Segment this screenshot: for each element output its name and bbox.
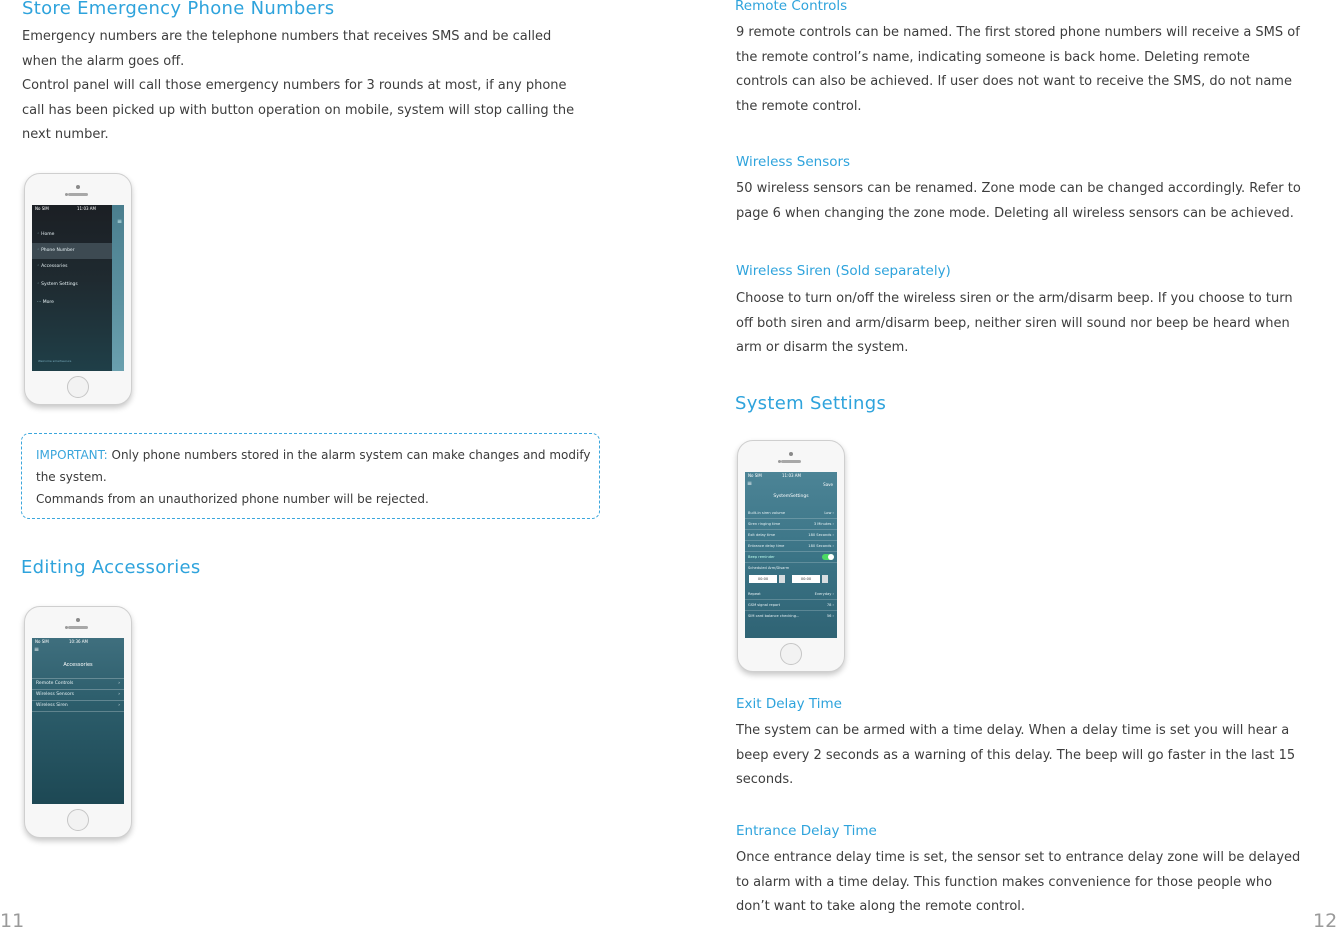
text-line: when the alarm goes off. <box>22 53 185 69</box>
save-button[interactable]: Save <box>823 482 833 487</box>
schedule-label: Scheduled Arm/Disarm <box>748 566 790 570</box>
sensors-paragraph <box>736 177 1301 226</box>
menu-item-system-settings[interactable]: ◦ System Settings <box>37 282 78 287</box>
time-label: 10:36 AM <box>69 639 88 644</box>
speaker-icon <box>781 460 801 463</box>
chevron-right-icon: › <box>118 692 120 697</box>
heading-exit-delay: Exit Delay Time <box>736 696 842 712</box>
settings-list <box>745 508 837 621</box>
phone-screen <box>745 472 837 638</box>
text-line: to alarm with a time delay. This function makes convenience for those people who <box>736 874 1273 890</box>
screen-title: Accessories <box>63 662 93 668</box>
hamburger-icon[interactable]: ≡ <box>34 646 40 653</box>
list-item-wireless-sensors[interactable]: Wireless Sensors › <box>32 690 124 701</box>
text-line: Choose to turn on/off the wireless siren or the arm/disarm beep. If you choose to turn <box>736 291 1293 306</box>
text-line: 9 remote controls can be named. The first stored phone numbers will receive a SMS of <box>736 25 1300 40</box>
text-line: Control panel will call those emergency numbers for 3 rounds at most, if any phone <box>22 78 567 93</box>
camera-icon <box>789 452 793 456</box>
chevron-right-icon: › <box>118 681 120 686</box>
menu-item-accessories[interactable]: ◦ Accessories <box>37 264 68 269</box>
page-number-left: 11 <box>0 910 25 932</box>
important-label: IMPORTANT: <box>36 448 108 462</box>
settings-row[interactable]: SIM card balance checking... 56 › <box>748 614 834 618</box>
speaker-icon <box>68 626 88 629</box>
heading-wireless-siren: Wireless Siren (Sold separately) <box>736 263 951 279</box>
phone-menu-illustration <box>24 173 132 405</box>
phone-accessories-illustration <box>24 606 132 838</box>
text-line: seconds. <box>736 772 794 787</box>
list-item-wireless-siren[interactable]: Wireless Siren › <box>32 701 124 712</box>
text-line: off both siren and arm/disarm beep, neither siren will sound nor beep be heard when <box>736 315 1290 331</box>
settings-row[interactable]: GSM signal report 78 › <box>745 600 837 611</box>
carrier-label: No SIM <box>35 206 49 211</box>
heading-remote-controls: Remote Controls <box>735 0 848 14</box>
carrier-label: No SIM <box>35 639 49 644</box>
text-line: the remote control’s name, indicating someone is back home. Deleting remote <box>736 49 1250 65</box>
settings-row[interactable]: Siren ringing time 3 Minutes › <box>745 519 837 530</box>
home-button-icon <box>67 809 89 831</box>
schedule-times <box>745 573 837 585</box>
text-line: controls can also be achieved. If user does not want to receive the SMS, do not name <box>736 74 1292 89</box>
entrance-paragraph <box>736 846 1300 920</box>
home-button-icon <box>780 643 802 665</box>
important-line: Commands from an unauthorized phone number will be rejected. <box>36 492 429 506</box>
text-line: Once entrance delay time is set, the sensor set to entrance delay zone will be delayed <box>736 850 1301 865</box>
heading-wireless-sensors: Wireless Sensors <box>736 154 851 170</box>
page-number-right: 12 <box>1313 910 1337 932</box>
text-line: page 6 when changing the zone mode. Deleting all wireless sensors can be achieved. <box>736 205 1294 221</box>
heading-store-emergency: Store Emergency Phone Numbers <box>22 0 335 19</box>
home-button-icon <box>67 376 89 398</box>
accessory-list <box>32 678 124 712</box>
clear-icon[interactable] <box>822 575 828 583</box>
phone-screen <box>32 638 124 804</box>
menu-item-more[interactable]: ··· More <box>37 300 54 305</box>
carrier-label: No SIM <box>748 473 762 478</box>
camera-icon <box>76 618 80 622</box>
list-item-remote-controls[interactable]: Remote Controls › <box>32 678 124 690</box>
underlying-panel <box>112 205 124 371</box>
important-notice-box <box>21 433 600 519</box>
heading-editing-accessories: Editing Accessories <box>21 557 201 578</box>
end-time-field[interactable]: 00:00 <box>792 575 820 583</box>
hamburger-icon[interactable]: ≡ <box>116 218 122 225</box>
settings-row-toggle[interactable]: Beep reminder <box>745 552 837 563</box>
time-label: 11:03 AM <box>77 206 96 211</box>
menu-footer: Welcome smartsecure <box>38 359 72 363</box>
text-line: next number. <box>22 127 109 142</box>
text-line: the remote control. <box>736 98 862 114</box>
start-time-field[interactable]: 00:00 <box>749 575 777 583</box>
camera-icon <box>76 185 80 189</box>
clear-icon[interactable] <box>779 575 785 583</box>
settings-row[interactable]: Exit delay time 180 Seconds › <box>745 530 837 541</box>
heading-entrance-delay: Entrance Delay Time <box>736 823 877 839</box>
speaker-icon <box>68 193 88 196</box>
time-label: 11:03 AM <box>782 473 801 478</box>
status-bar <box>35 206 121 212</box>
text-line: 50 wireless sensors can be renamed. Zone mode can be changed accordingly. Refer to <box>736 181 1301 196</box>
menu-list <box>32 227 112 311</box>
settings-row[interactable]: Repeat Everyday › <box>745 589 837 600</box>
heading-system-settings: System Settings <box>735 393 887 414</box>
text-line: call has been picked up with button operation on mobile, system will stop calling the <box>22 102 575 118</box>
exit-paragraph <box>736 719 1295 793</box>
text-line: arm or disarm the system. <box>736 340 909 355</box>
text-line: don’t want to take along the remote control. <box>736 899 1026 914</box>
status-bar <box>35 639 121 645</box>
text-line: Emergency numbers are the telephone numbers that receives SMS and be called <box>22 29 552 44</box>
screen-title: SystemSettings <box>773 494 809 499</box>
siren-paragraph <box>736 287 1293 361</box>
toggle-switch[interactable] <box>822 554 834 560</box>
phone-screen <box>32 205 124 371</box>
text-line: beep every 2 seconds as a warning of this delay. The beep will go faster in the last 15 <box>736 747 1296 763</box>
text-line: The system can be armed with a time delay. When a delay time is set you will hear a <box>736 723 1290 738</box>
chevron-right-icon: › <box>118 703 120 708</box>
status-bar <box>748 473 834 479</box>
hamburger-icon[interactable]: ≡ <box>747 480 753 487</box>
important-line: the system. <box>36 470 107 484</box>
phone-settings-illustration <box>737 440 845 672</box>
store-paragraph <box>22 25 574 148</box>
remote-paragraph <box>736 21 1300 119</box>
menu-item-home[interactable]: ◦ Home <box>37 232 55 237</box>
settings-row[interactable]: Built-in siren volume Low › <box>745 508 837 519</box>
menu-item-phone-number[interactable]: ◦ Phone Number <box>32 243 112 259</box>
important-line: IMPORTANT: Only phone numbers stored in the alarm system can make changes and modify <box>36 448 591 462</box>
settings-row[interactable]: Entrance delay time 180 Seconds › <box>745 541 837 552</box>
